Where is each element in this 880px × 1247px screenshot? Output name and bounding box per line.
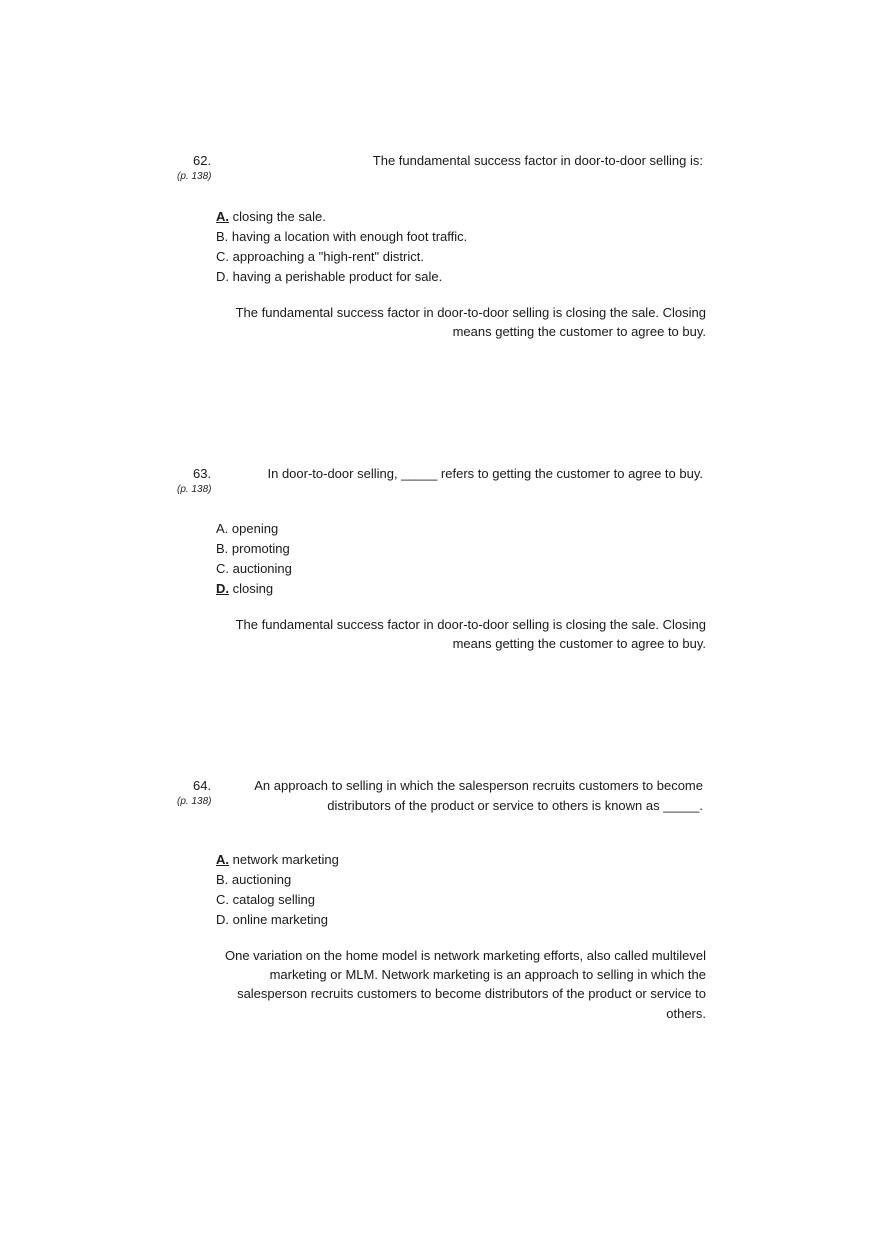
option-letter: A. bbox=[216, 209, 229, 224]
options-list bbox=[216, 519, 292, 599]
page-reference: (p. 138) bbox=[177, 171, 212, 182]
option-letter: B. bbox=[216, 541, 229, 556]
option-text: promoting bbox=[228, 541, 290, 556]
option bbox=[216, 870, 339, 890]
option bbox=[216, 519, 292, 539]
option bbox=[216, 559, 292, 579]
question-text: In door-to-door selling, _____ refers to getting the customer to agree to buy. bbox=[267, 466, 703, 481]
question-number: 64. bbox=[193, 778, 212, 793]
option bbox=[216, 910, 339, 930]
option bbox=[216, 267, 467, 287]
question-text: The fundamental success factor in door-to-door selling is: bbox=[372, 153, 703, 168]
option-text: network marketing bbox=[229, 852, 339, 867]
options-list bbox=[216, 207, 467, 287]
option bbox=[216, 227, 467, 247]
page-reference: (p. 138) bbox=[177, 796, 212, 807]
option bbox=[216, 539, 292, 559]
option bbox=[216, 850, 339, 870]
question-number: 63. bbox=[193, 466, 212, 481]
answer-explanation: One variation on the home model is network marketing efforts, also called multilevel marketing or MLM. Network marketing is an approach to selling in which the salesperson recruits customers to become distributors of the product or service to others. bbox=[225, 948, 706, 1021]
option-letter: A. bbox=[216, 521, 229, 536]
option-text: closing the sale. bbox=[229, 209, 326, 224]
option bbox=[216, 579, 292, 599]
option-text: online marketing bbox=[229, 912, 328, 927]
option-text: closing bbox=[229, 581, 274, 596]
page-reference: (p. 138) bbox=[177, 484, 212, 495]
option-letter: D. bbox=[216, 581, 229, 596]
option-letter: B. bbox=[216, 872, 229, 887]
option-text: approaching a "high-rent" district. bbox=[229, 249, 424, 264]
option-text: auctioning bbox=[229, 561, 292, 576]
options-list bbox=[216, 850, 339, 930]
answer-explanation: The fundamental success factor in door-to-door selling is closing the sale. Closing means getting the customer to agree to buy. bbox=[235, 617, 706, 652]
option-text: having a location with enough foot traffic. bbox=[228, 229, 468, 244]
option-letter: C. bbox=[216, 249, 229, 264]
option-text: having a perishable product for sale. bbox=[229, 269, 443, 284]
option-letter: B. bbox=[216, 229, 229, 244]
question-text: An approach to selling in which the salesperson recruits customers to become distributors of the product or service to others is known as _____. bbox=[254, 778, 703, 813]
option-letter: A. bbox=[216, 852, 229, 867]
option-text: auctioning bbox=[228, 872, 292, 887]
option-letter: C. bbox=[216, 561, 229, 576]
option-letter: D. bbox=[216, 269, 229, 284]
option bbox=[216, 890, 339, 910]
option-text: catalog selling bbox=[229, 892, 315, 907]
answer-explanation: The fundamental success factor in door-to-door selling is closing the sale. Closing means getting the customer to agree to buy. bbox=[235, 305, 706, 340]
option-letter: C. bbox=[216, 892, 229, 907]
question-number: 62. bbox=[193, 153, 212, 168]
option-letter: D. bbox=[216, 912, 229, 927]
option bbox=[216, 247, 467, 267]
option bbox=[216, 207, 467, 227]
option-text: opening bbox=[228, 521, 279, 536]
